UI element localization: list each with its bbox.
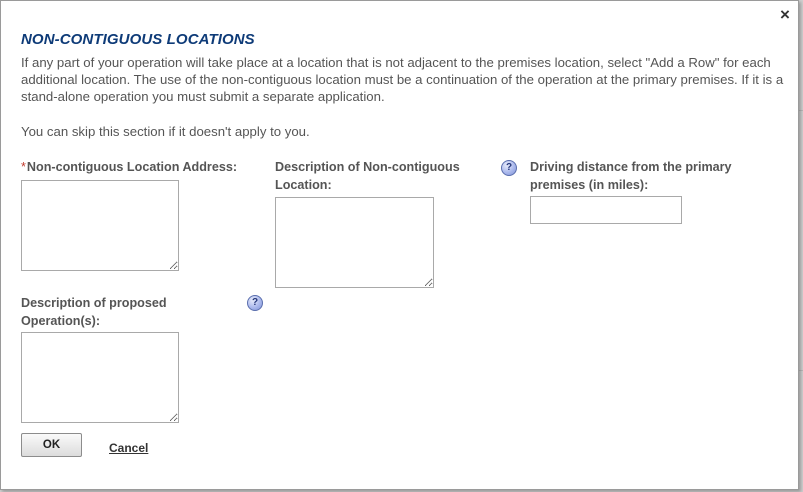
address-label-text: Non-contiguous Location Address: [26, 160, 238, 174]
description-textarea[interactable] [275, 197, 434, 288]
required-marker: * [21, 160, 26, 174]
cancel-link[interactable]: Cancel [109, 441, 149, 455]
address-label [21, 158, 261, 176]
dialog-title: NON-CONTIGUOUS LOCATIONS [21, 31, 255, 48]
distance-label: Driving distance from the primary premises (in miles): [530, 160, 732, 192]
operation-textarea[interactable] [21, 332, 179, 423]
skip-note: You can skip this section if it doesn't apply to you. [21, 124, 310, 139]
close-icon[interactable]: × [780, 5, 790, 24]
ok-button[interactable]: OK [21, 433, 82, 457]
operation-label: Description of proposed Operation(s): [21, 296, 167, 328]
help-icon[interactable]: ? [501, 160, 517, 176]
address-textarea[interactable] [21, 180, 179, 271]
help-icon[interactable]: ? [247, 295, 263, 311]
intro-text: If any part of your operation will take place at a location that is not adjacent to the premises location, select "Add a Row" for each additional location. The use of the non-contiguous location must be a continuation of the operation at the primary premises. If it is a stand-alone operation you must submit a separate application. [21, 55, 784, 104]
distance-input[interactable] [530, 196, 682, 224]
description-label: Description of Non-contiguous Location: [275, 160, 460, 192]
